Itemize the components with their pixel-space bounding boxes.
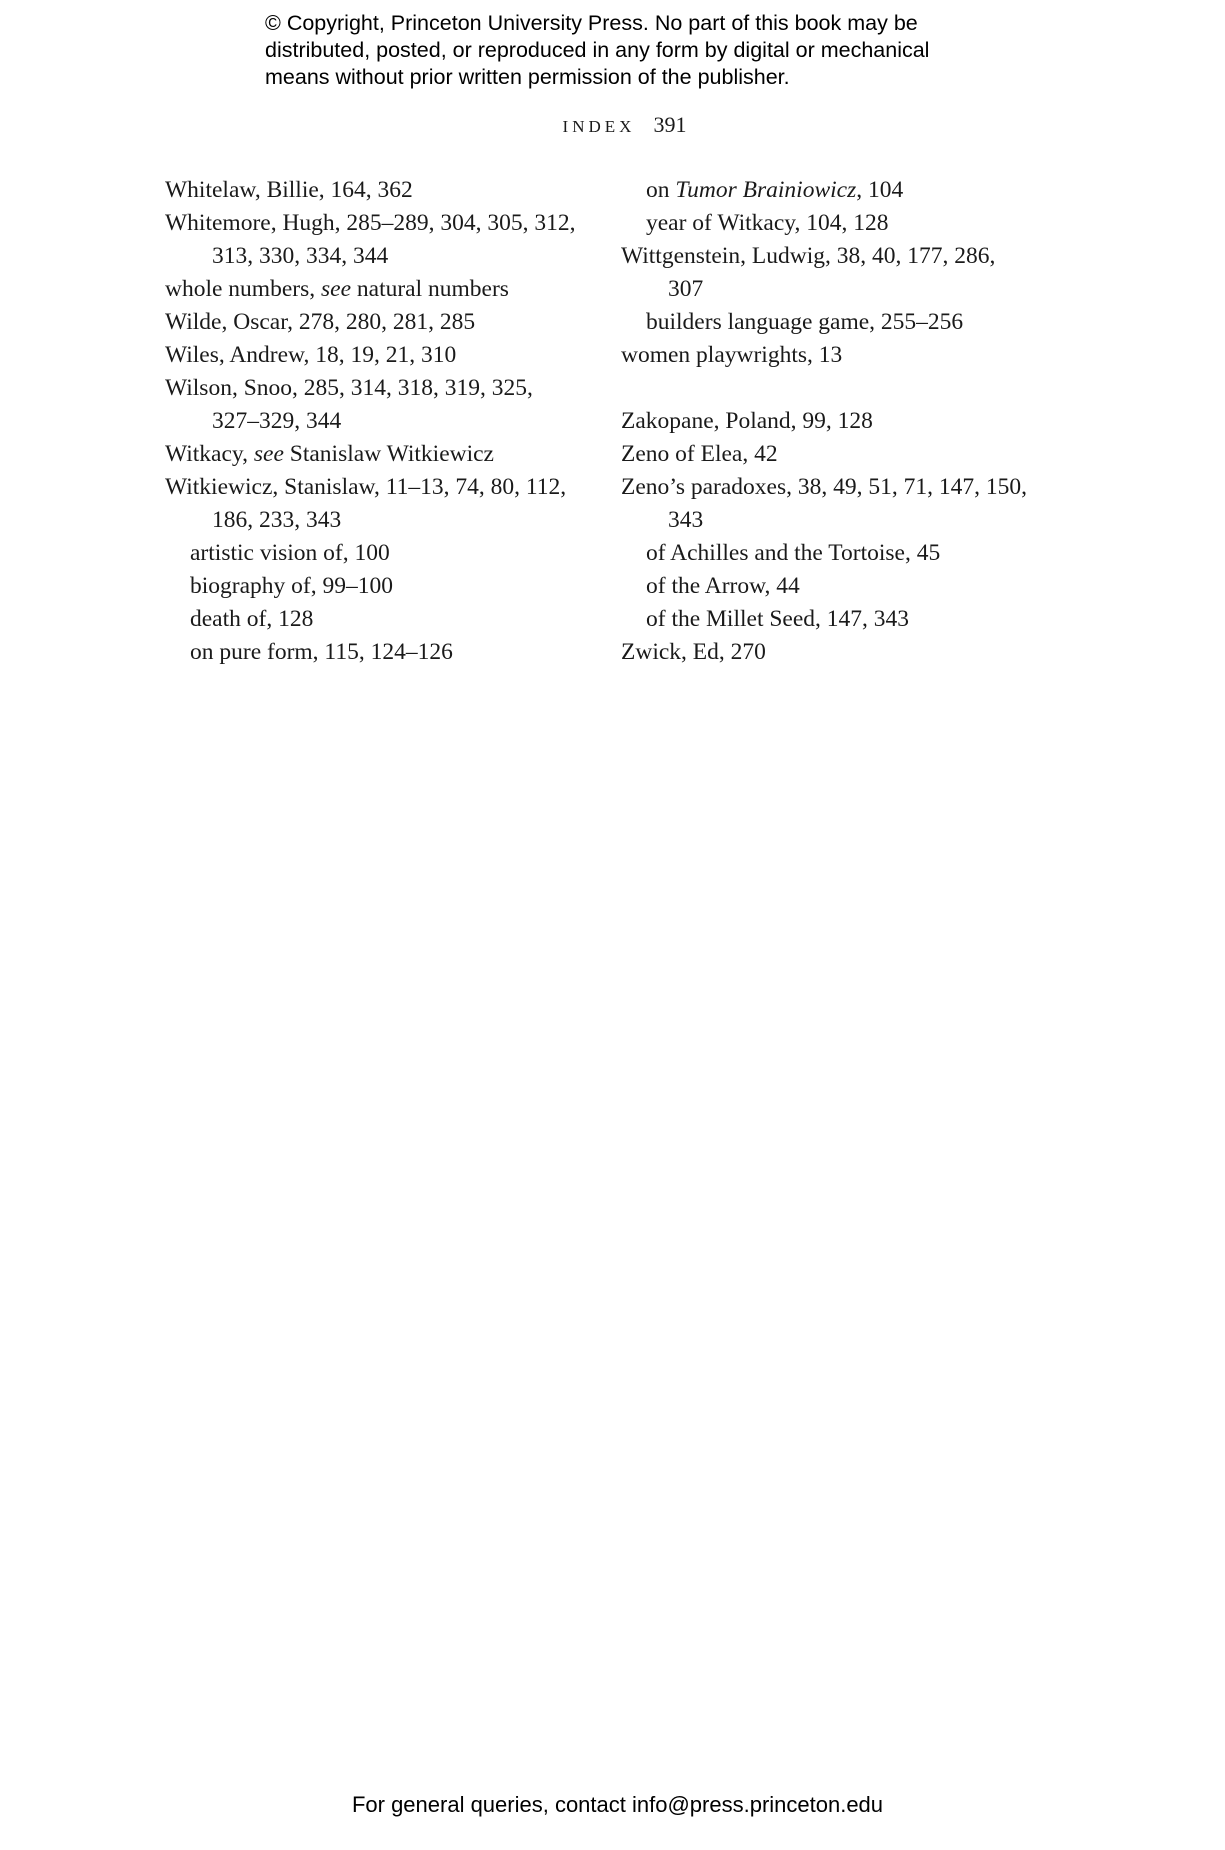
index-entry (165, 438, 585, 471)
see-reference: see (253, 441, 284, 467)
index-entry: Zwick, Ed, 270 (621, 639, 766, 665)
index-column-right (621, 174, 1051, 669)
index-subentry: artistic vision of, 100 (190, 540, 390, 566)
index-entry-continuation: 186, 233, 343 (212, 507, 342, 533)
index-entry-continuation: 343 (668, 507, 704, 533)
running-head-label: INDEX (562, 117, 636, 136)
copyright-line: © Copyright, Princeton University Press. No part of this book may be (265, 11, 918, 35)
index-subentry: of the Arrow, 44 (646, 573, 800, 599)
copyright-line: distributed, posted, or reproduced in any form by digital or mechanical (265, 38, 930, 62)
index-entry: Witkiewicz, Stanislaw, 11–13, 74, 80, 112, (165, 474, 567, 500)
entry-text: natural numbers (351, 276, 509, 302)
entry-text: Stanislaw Witkiewicz (283, 441, 494, 467)
copyright-line: means without prior written permission of the publisher. (265, 65, 790, 89)
index-entry: Wilson, Snoo, 285, 314, 318, 319, 325, (165, 375, 533, 401)
index-entry: Whitelaw, Billie, 164, 362 (165, 177, 413, 203)
index-entry-continuation: 327–329, 344 (212, 408, 342, 434)
index-entry: Zeno’s paradoxes, 38, 49, 51, 71, 147, 150, (621, 474, 1027, 500)
entry-text: on (646, 177, 676, 203)
work-title: Tumor Brainiowicz (675, 177, 857, 203)
index-entry: Wiles, Andrew, 18, 19, 21, 310 (165, 342, 457, 368)
entry-text: , 104 (856, 177, 904, 203)
index-subentry: biography of, 99–100 (190, 573, 393, 599)
index-entry: Zakopane, Poland, 99, 128 (621, 408, 873, 434)
page-number: 391 (653, 112, 687, 137)
index-subentry: death of, 128 (190, 606, 314, 632)
index-entry (165, 273, 585, 306)
index-subentry (621, 174, 1051, 207)
see-reference: see (321, 276, 352, 302)
index-subentry: year of Witkacy, 104, 128 (646, 210, 889, 236)
entry-text: Witkacy, (165, 441, 254, 467)
index-column-left (165, 174, 585, 669)
footer-contact: For general queries, contact info@press.princeton.edu (351, 1792, 884, 1817)
copyright-notice (265, 10, 985, 91)
entry-text: whole numbers, (165, 276, 321, 302)
letter-group-gap (621, 372, 1051, 405)
index-subentry: on pure form, 115, 124–126 (190, 639, 453, 665)
running-head (0, 110, 1225, 142)
index-entry: Wittgenstein, Ludwig, 38, 40, 177, 286, (621, 243, 996, 269)
index-entry-continuation: 313, 330, 334, 344 (212, 243, 389, 269)
index-entry: Zeno of Elea, 42 (621, 441, 778, 467)
index-subentry: of the Millet Seed, 147, 343 (646, 606, 910, 632)
index-subentry: of Achilles and the Tortoise, 45 (646, 540, 941, 566)
index-entry: Wilde, Oscar, 278, 280, 281, 285 (165, 309, 476, 335)
index-entry: women playwrights, 13 (621, 342, 843, 368)
index-subentry: builders language game, 255–256 (646, 309, 964, 335)
index-entry: Whitemore, Hugh, 285–289, 304, 305, 312, (165, 210, 576, 236)
index-entry-continuation: 307 (668, 276, 704, 302)
